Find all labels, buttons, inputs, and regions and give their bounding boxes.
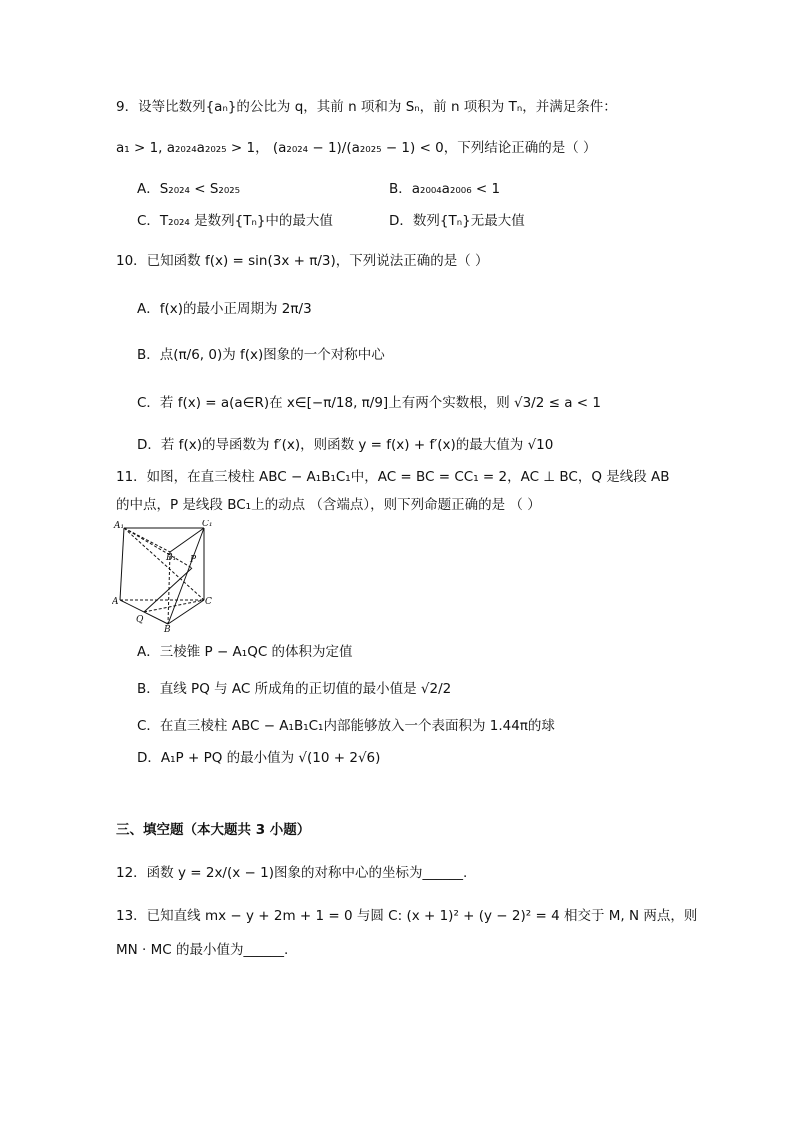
label-q: Q — [136, 615, 144, 625]
label-b1: B₁ — [166, 553, 177, 563]
q10-option-b: B．点(π/6, 0)为 f(x)图象的一个对称中心 — [137, 347, 385, 363]
label-c: C — [205, 597, 212, 607]
q9-option-d: D．数列{Tₙ}无最大值 — [389, 213, 525, 229]
label-b: B — [164, 625, 171, 632]
q9-stem-line2: a₁ > 1, a₂₀₂₄a₂₀₂₅ > 1， (a₂₀₂₄ − 1)/(a₂₀₂₅ − 1) < 0，下列结论正确的是（ ） — [116, 140, 597, 156]
label-a1: A₁ — [114, 521, 125, 531]
q13-stem-line2: MN · MC 的最小值为______. — [116, 942, 289, 958]
q11-option-b: B．直线 PQ 与 AC 所成角的正切值的最小值是 √2/2 — [137, 681, 452, 697]
prism-figure — [112, 520, 212, 632]
q10-option-c: C．若 f(x) = a(a∈R)在 x∈[−π/18, π/9]上有两个实数根，则 √3/2 ≤ a < 1 — [137, 395, 601, 411]
label-c1: C₁ — [202, 520, 212, 529]
q10-option-a: A．f(x)的最小正周期为 2π/3 — [137, 301, 312, 317]
q11-stem-line1: 11．如图，在直三棱柱 ABC − A₁B₁C₁中，AC = BC = CC₁ = 2，AC ⊥ BC，Q 是线段 AB — [116, 469, 670, 485]
q13-stem-line1: 13．已知直线 mx − y + 2m + 1 = 0 与圆 C: (x + 1)² + (y − 2)² = 4 相交于 M, N 两点，则 — [116, 908, 698, 924]
q9-option-a: A．S₂₀₂₄ < S₂₀₂₅ — [137, 181, 241, 197]
q11-stem-line2: 的中点，P 是线段 BC₁上的动点 （含端点），则下列命题正确的是 （ ） — [116, 497, 541, 513]
edge-b1-c1 — [170, 528, 204, 552]
q12-stem: 12．函数 y = 2x/(x − 1)图象的对称中心的坐标为______. — [116, 865, 468, 881]
line-a1-p — [124, 528, 192, 568]
q11-option-d: D．A₁P + PQ 的最小值为 √(10 + 2√6) — [137, 750, 381, 766]
q11-option-a: A．三棱锥 P − A₁QC 的体积为定值 — [137, 644, 353, 660]
q9-option-c: C．T₂₀₂₄ 是数列{Tₙ}中的最大值 — [137, 213, 333, 229]
label-a: A — [112, 597, 119, 607]
line-q-p — [144, 568, 192, 612]
q9-stem-line1: 9．设等比数列{aₙ}的公比为 q，其前 n 项和为 Sₙ，前 n 项积为 Tₙ，并满足条件： — [116, 99, 617, 115]
label-p: P — [190, 555, 197, 565]
section-heading: 三、填空题（本大题共 3 小题） — [116, 822, 311, 838]
edge-a1-a — [120, 528, 124, 600]
q10-stem: 10．已知函数 f(x) = sin(3x + π/3)，下列说法正确的是（ ） — [116, 253, 489, 269]
q11-option-c: C．在直三棱柱 ABC − A₁B₁C₁内部能够放入一个表面积为 1.44π的球 — [137, 718, 555, 734]
line-c1-b — [168, 528, 204, 624]
q10-option-d: D．若 f(x)的导函数为 f′(x)，则函数 y = f(x) + f′(x)的最大值为 √10 — [137, 437, 554, 453]
q9-option-b: B．a₂₀₀₄a₂₀₀₆ < 1 — [389, 181, 501, 197]
